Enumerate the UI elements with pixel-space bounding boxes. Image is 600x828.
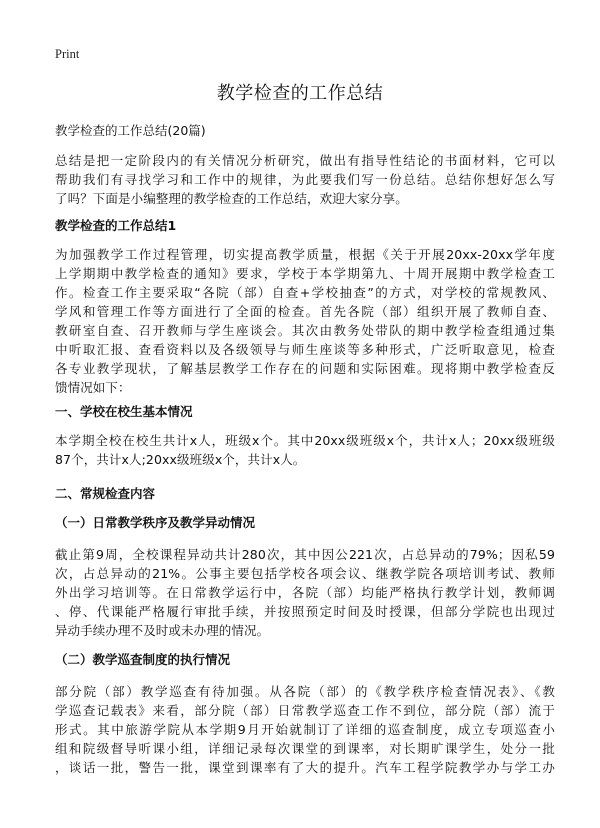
paragraph-line: 作。检查工作主要采取“各院（部）自查+学校抽查”的方式，对学校的常规教风、 [55, 285, 555, 300]
paragraph-line: 馈情况如下： [55, 380, 131, 395]
paragraph-line: 次，占总异动的21%。公事主要包括学校各项会议、继教学院各项培训考试、教师 [55, 566, 555, 581]
paragraph-line: 本学期全校在校生共计x人，班级x个。其中20xx级班级x个，共计x人；20xx级班级 [55, 433, 555, 448]
heading-routine-inspection: 二、常规检查内容 [55, 486, 156, 501]
paragraph-line: 学风和管理工作等方面进行了全面的检查。首先各院（部）组织开展了教师自查、 [55, 304, 555, 319]
paragraph-line: 形式。其中旅游学院从本学期9月开始就制订了详细的巡查制度，成立专项巡查小 [55, 722, 555, 737]
print-link[interactable]: Print [55, 47, 80, 61]
paragraph-line: 中听取汇报、查看资料以及各级领导与师生座谈等多种形式，广泛听取意见，检查 [55, 342, 555, 357]
paragraph-line: 87个，共计x人;20xx级班级x个，共计x人。 [55, 452, 306, 467]
enrollment-paragraph [55, 431, 555, 469]
inspection-paragraph [55, 682, 555, 777]
paragraph-line: 截止第9周，全校课程异动共计280次，其中因公221次，占总异动的79%；因私59 [55, 547, 555, 562]
document-title: 教学检查的工作总结 [216, 83, 384, 104]
paragraph-line: 、停、代课能严格履行审批手续，并按照预定时间及时授课，但部分学院也出现过 [55, 604, 555, 619]
paragraph-line: 部分院（部）教学巡查有待加强。从各院（部）的《教学秩序检查情况表》、《教 [55, 684, 555, 699]
paragraph-line: 异动手续办理不及时或未办理的情况。 [55, 623, 270, 638]
document-subtitle: 教学检查的工作总结(20篇) [55, 123, 206, 138]
paragraph-line: 教研室自查、召开教师与学生座谈会。其次由教务处带队的期中教学检查组通过集 [55, 323, 555, 338]
subheading-teaching-order: （一）日常教学秩序及教学异动情况 [55, 515, 256, 530]
paragraph-line: 学巡查记载表》来看，部分院（部）日常教学巡查工作不到位，部分院（部）流于 [55, 703, 555, 718]
intro-paragraph [55, 151, 555, 208]
subheading-inspection-system: （二）教学巡查制度的执行情况 [55, 652, 231, 667]
heading-school-enrollment: 一、学校在校生基本情况 [55, 404, 193, 419]
section-1-title: 教学检查的工作总结1 [55, 218, 177, 233]
paragraph-line: 为加强教学工作过程管理，切实提高教学质量，根据《关于开展20xx-20xx学年度 [55, 247, 555, 262]
intro-line: 总结是把一定阶段内的有关情况分析研究，做出有指导性结论的书面材料，它可以 [55, 153, 555, 168]
paragraph-line: ，谈话一批，警告一批，课堂到课率有了大的提升。汽车工程学院教学办与学工办 [55, 760, 555, 775]
intro-line: 帮助我们有寻找学习和工作中的规律，为此要我们写一份总结。总结你想好怎么写 [55, 172, 555, 187]
paragraph-line: 组和院级督导听课小组，详细记录每次课堂的到课率，对长期旷课学生，处分一批 [55, 741, 555, 756]
paragraph-line: 外出学习培训等。在日常教学运行中，各院（部）均能严格执行教学计划，教师调 [55, 585, 555, 600]
intro-line: 了吗？下面是小编整理的教学检查的工作总结，欢迎大家分享。 [55, 191, 408, 206]
section-1-paragraph [55, 245, 555, 397]
teaching-order-paragraph [55, 545, 555, 640]
paragraph-line: 上学期期中教学检查的通知》要求，学校于本学期第九、十周开展期中教学检查工 [55, 266, 555, 281]
paragraph-line: 各专业教学现状，了解基层教学工作存在的问题和实际困难。现将期中教学检查反 [55, 361, 555, 376]
